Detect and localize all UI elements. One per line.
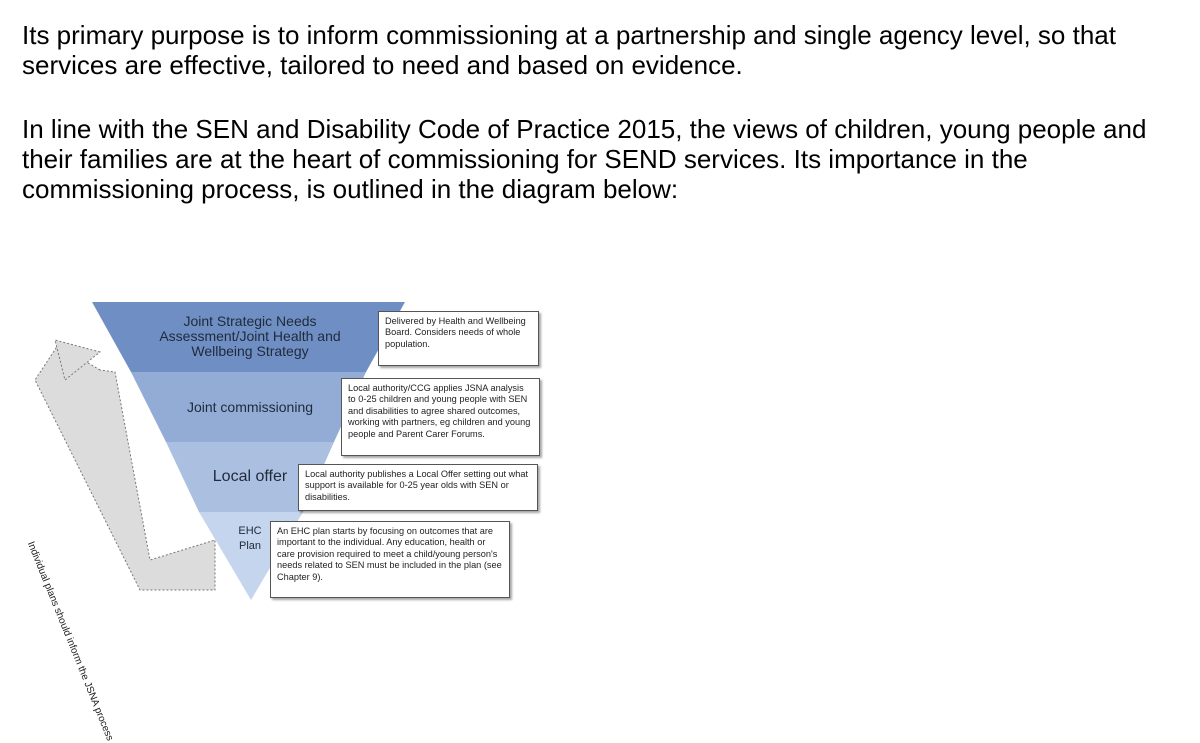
description-box-ehc-plan: An EHC plan starts by focusing on outcomes that are important to the individual. Any education, health or care provision required to meet a child/young person's needs related to SEN must be included in the plan (see Chapter 9). xyxy=(270,521,510,598)
description-box-jsna: Delivered by Health and Wellbeing Board. Considers needs of whole population. xyxy=(378,311,539,366)
tier-label-jsna: Joint Strategic Needs Assessment/Joint Health and Wellbeing Strategy xyxy=(159,313,341,359)
intro-paragraph-code-of-practice: In line with the SEN and Disability Code of Practice 2015, the views of children, young people and their families are at the heart of commissioning for SEND services. Its importance in the commissioning process, is outlined in the diagram below: xyxy=(22,114,1147,204)
tier-label-local-offer: Local offer xyxy=(212,468,288,485)
description-box-local-offer: Local authority publishes a Local Offer setting out what support is available for 0-25 year olds with SEN or disabilities. xyxy=(298,464,538,511)
description-box-joint-commissioning: Local authority/CCG applies JSNA analysis to 0-25 children and young people with SEN and disabilities to agree shared outcomes, working with partners, eg children and young people and Parent Carer Forums. xyxy=(341,378,540,456)
tier-label-ehc-plan: EHC Plan xyxy=(238,525,262,552)
tier-label-joint-commissioning: Joint commissioning xyxy=(186,399,314,415)
intro-paragraph-purpose: Its primary purpose is to inform commissioning at a partnership and single agency level, so that services are effective, tailored to need and based on evidence. xyxy=(22,20,1116,80)
feedback-arrow-label: Individual plans should inform the JSNA process xyxy=(24,540,116,743)
